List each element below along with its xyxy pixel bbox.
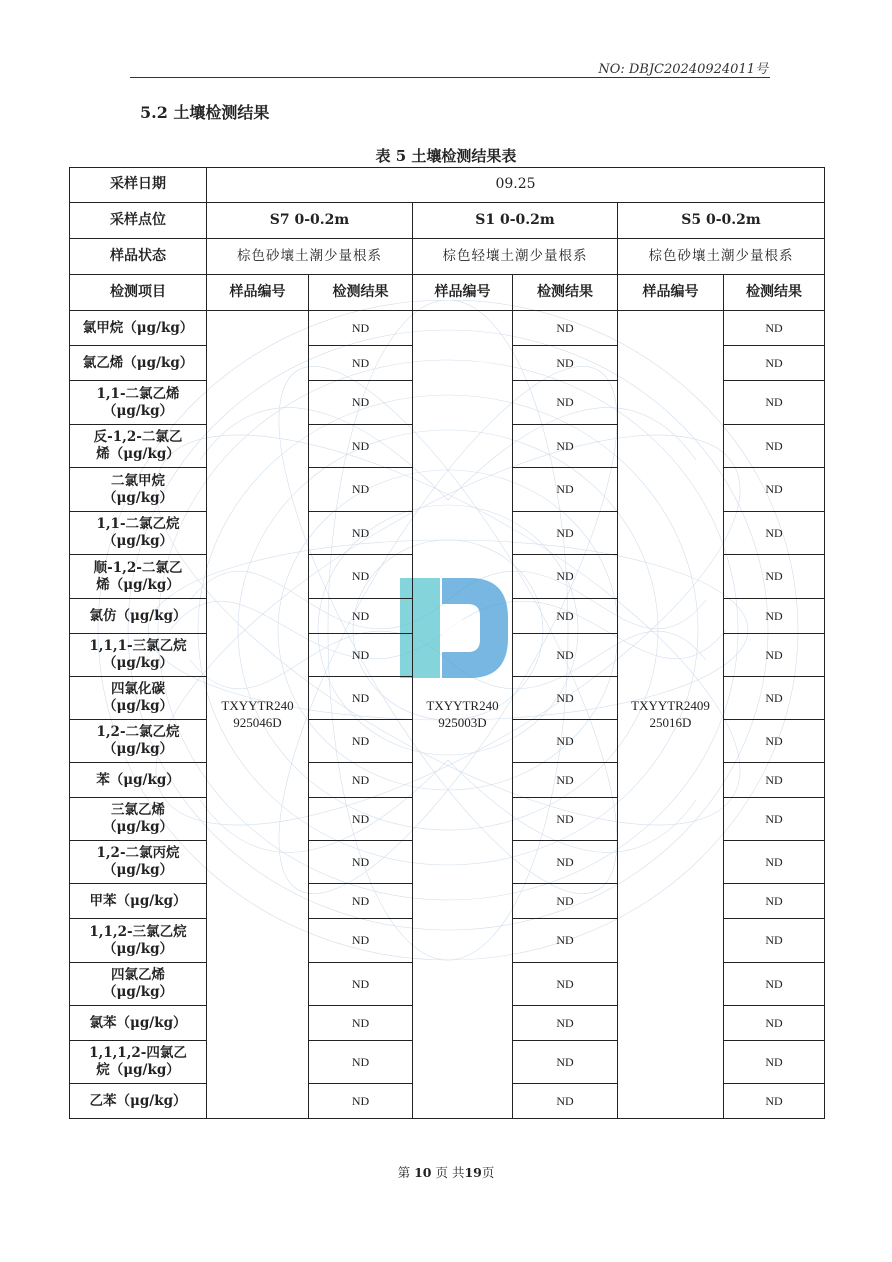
result-header: 检测结果 <box>513 275 618 311</box>
point-s7: S7 0-0.2m <box>207 203 413 239</box>
parameter-name <box>70 1006 207 1041</box>
parameter-name-line1: 三氯乙烯 <box>111 802 165 819</box>
result-value: ND <box>309 919 413 963</box>
result-value: ND <box>513 884 618 919</box>
result-value: ND <box>309 634 413 677</box>
parameter-name-line2: （μg/kg） <box>102 862 174 878</box>
parameter-name-line2: （μg/kg） <box>102 984 174 1000</box>
column-header-row <box>70 275 825 311</box>
parameter-name-line2: （μg/kg） <box>102 489 174 506</box>
result-header: 检测结果 <box>724 275 825 311</box>
parameter-name <box>70 884 207 919</box>
sample-number-line1: TXYYTR240 <box>221 698 294 714</box>
parameter-name-line2: 烯（μg/kg） <box>96 576 180 593</box>
parameter-name <box>70 798 207 841</box>
parameter-row <box>70 311 825 346</box>
footer-page-number: 10 <box>414 1165 432 1180</box>
result-value: ND <box>724 919 825 963</box>
sample-no-header: 样品编号 <box>413 275 513 311</box>
parameter-name-line2: 烯（μg/kg） <box>96 446 180 462</box>
parameter-name-line1: 四氯化碳 <box>111 681 165 698</box>
parameter-name-line2: （μg/kg） <box>102 741 174 757</box>
sample-number-line2: 925046D <box>233 714 282 730</box>
parameter-name-line2: （μg/kg） <box>102 655 174 671</box>
parameter-name-line1: 1,1,1,2-四氯乙 <box>89 1045 187 1062</box>
result-value: ND <box>724 677 825 720</box>
result-value: ND <box>724 1041 825 1084</box>
section-title: 5.2 土壤检测结果 <box>140 103 270 122</box>
result-value: ND <box>513 468 618 512</box>
result-value: ND <box>724 798 825 841</box>
parameter-name <box>70 963 207 1006</box>
result-value: ND <box>513 1084 618 1119</box>
result-value: ND <box>513 346 618 381</box>
result-value: ND <box>309 841 413 884</box>
parameter-name-line1: 反-1,2-二氯乙 <box>93 429 183 446</box>
point-s1: S1 0-0.2m <box>413 203 618 239</box>
result-value: ND <box>513 1006 618 1041</box>
parameter-name-line1: 1,1,1-三氯乙烷 <box>89 638 187 655</box>
result-value: ND <box>309 468 413 512</box>
parameter-name <box>70 311 207 346</box>
parameter-name <box>70 1041 207 1084</box>
result-value: ND <box>724 1084 825 1119</box>
result-value: ND <box>724 425 825 468</box>
parameter-name <box>70 841 207 884</box>
parameter-name-line1: 二氯甲烷 <box>111 472 165 489</box>
result-value: ND <box>309 1084 413 1119</box>
result-value: ND <box>513 798 618 841</box>
state-s5: 棕色砂壤土潮少量根系 <box>618 239 825 275</box>
sample-number-cell <box>618 311 724 1119</box>
sample-number-cell <box>413 311 513 1119</box>
result-value: ND <box>309 884 413 919</box>
result-value: ND <box>309 346 413 381</box>
footer-total-pages: 19 <box>464 1165 482 1180</box>
page-footer <box>0 1163 892 1181</box>
parameter-name <box>70 512 207 555</box>
result-value: ND <box>309 798 413 841</box>
sample-number-line2: 25016D <box>649 714 692 730</box>
result-value: ND <box>513 677 618 720</box>
parameter-name-line1: 氯苯（μg/kg） <box>89 1014 187 1031</box>
state-s1: 棕色轻壤土潮少量根系 <box>413 239 618 275</box>
result-value: ND <box>724 381 825 425</box>
footer-mid: 页 共 <box>435 1165 465 1180</box>
parameter-name-line2: （μg/kg） <box>102 819 174 835</box>
state-s7: 棕色砂壤土潮少量根系 <box>207 239 413 275</box>
result-value: ND <box>513 919 618 963</box>
result-value: ND <box>724 311 825 346</box>
result-value: ND <box>513 311 618 346</box>
result-value: ND <box>309 381 413 425</box>
parameter-name-line2: （μg/kg） <box>102 402 174 419</box>
result-value: ND <box>309 677 413 720</box>
result-value: ND <box>309 555 413 599</box>
parameter-name-line1: 四氯乙烯 <box>111 967 165 984</box>
result-value: ND <box>724 763 825 798</box>
result-value: ND <box>309 512 413 555</box>
result-value: ND <box>513 763 618 798</box>
result-value: ND <box>309 720 413 763</box>
parameter-name <box>70 555 207 599</box>
sample-no-header: 样品编号 <box>618 275 724 311</box>
point-row <box>70 203 825 239</box>
parameter-name <box>70 1084 207 1119</box>
result-value: ND <box>724 841 825 884</box>
parameter-name-line1: 氯乙烯（μg/kg） <box>82 354 194 371</box>
sample-number-line1: TXYYTR2409 <box>631 698 710 714</box>
result-value: ND <box>724 599 825 634</box>
parameter-name <box>70 763 207 798</box>
parameter-name <box>70 599 207 634</box>
result-value: ND <box>513 720 618 763</box>
result-value: ND <box>513 425 618 468</box>
result-value: ND <box>309 599 413 634</box>
date-row <box>70 168 825 203</box>
parameter-name <box>70 381 207 425</box>
parameter-name <box>70 720 207 763</box>
result-value: ND <box>513 599 618 634</box>
parameter-name-line1: 1,1,2-三氯乙烷 <box>89 923 187 940</box>
parameter-name-line2: （μg/kg） <box>102 940 174 957</box>
result-value: ND <box>724 963 825 1006</box>
parameter-name-line1: 甲苯（μg/kg） <box>89 892 187 909</box>
point-label: 采样点位 <box>70 203 207 239</box>
result-value: ND <box>724 346 825 381</box>
parameter-name-line2: 烷（μg/kg） <box>96 1062 180 1078</box>
parameter-name-line1: 顺-1,2-二氯乙 <box>93 559 183 576</box>
parameter-name-line1: 氯甲烷（μg/kg） <box>82 319 194 336</box>
result-value: ND <box>513 1041 618 1084</box>
footer-prefix: 第 <box>397 1165 411 1180</box>
result-value: ND <box>724 512 825 555</box>
parameter-name <box>70 425 207 468</box>
result-value: ND <box>724 468 825 512</box>
date-label: 采样日期 <box>70 168 207 203</box>
item-label: 检测项目 <box>70 275 207 311</box>
result-value: ND <box>309 1041 413 1084</box>
parameter-name <box>70 634 207 677</box>
result-value: ND <box>724 884 825 919</box>
sample-no-header: 样品编号 <box>207 275 309 311</box>
result-value: ND <box>724 634 825 677</box>
parameter-name <box>70 919 207 963</box>
parameter-name-line1: 乙苯（μg/kg） <box>89 1092 187 1109</box>
report-number: NO: DBJC20240924011号 <box>598 62 768 77</box>
result-value: ND <box>724 555 825 599</box>
parameter-name <box>70 346 207 381</box>
date-value: 09.25 <box>207 168 825 203</box>
state-row <box>70 239 825 275</box>
parameter-name-line1: 1,1-二氯乙烯 <box>96 385 180 402</box>
result-value: ND <box>724 720 825 763</box>
result-header: 检测结果 <box>309 275 413 311</box>
sample-number-line2: 925003D <box>438 714 487 730</box>
parameter-name-line1: 1,2-二氯丙烷 <box>96 845 180 862</box>
state-label: 样品状态 <box>70 239 207 275</box>
parameter-name-line1: 苯（μg/kg） <box>96 771 180 788</box>
parameter-name-line1: 1,1-二氯乙烷 <box>96 516 180 533</box>
soil-result-table <box>69 167 825 1119</box>
result-value: ND <box>309 311 413 346</box>
parameter-name <box>70 677 207 720</box>
footer-suffix: 页 <box>481 1165 495 1180</box>
result-value: ND <box>513 963 618 1006</box>
result-value: ND <box>513 555 618 599</box>
point-s5: S5 0-0.2m <box>618 203 825 239</box>
result-value: ND <box>309 425 413 468</box>
result-value: ND <box>309 1006 413 1041</box>
result-value: ND <box>513 512 618 555</box>
parameter-name-line2: （μg/kg） <box>102 533 174 549</box>
result-value: ND <box>309 763 413 798</box>
result-value: ND <box>513 381 618 425</box>
parameter-name-line1: 氯仿（μg/kg） <box>89 607 187 624</box>
parameter-name-line1: 1,2-二氯乙烷 <box>96 724 180 741</box>
sample-number-line1: TXYYTR240 <box>426 698 499 714</box>
parameter-name-line2: （μg/kg） <box>102 698 174 714</box>
result-value: ND <box>513 841 618 884</box>
table-caption: 表 5 土壤检测结果表 <box>375 147 517 165</box>
header-divider <box>130 77 770 78</box>
result-value: ND <box>513 634 618 677</box>
parameter-name <box>70 468 207 512</box>
result-value: ND <box>724 1006 825 1041</box>
result-value: ND <box>309 963 413 1006</box>
sample-number-cell <box>207 311 309 1119</box>
